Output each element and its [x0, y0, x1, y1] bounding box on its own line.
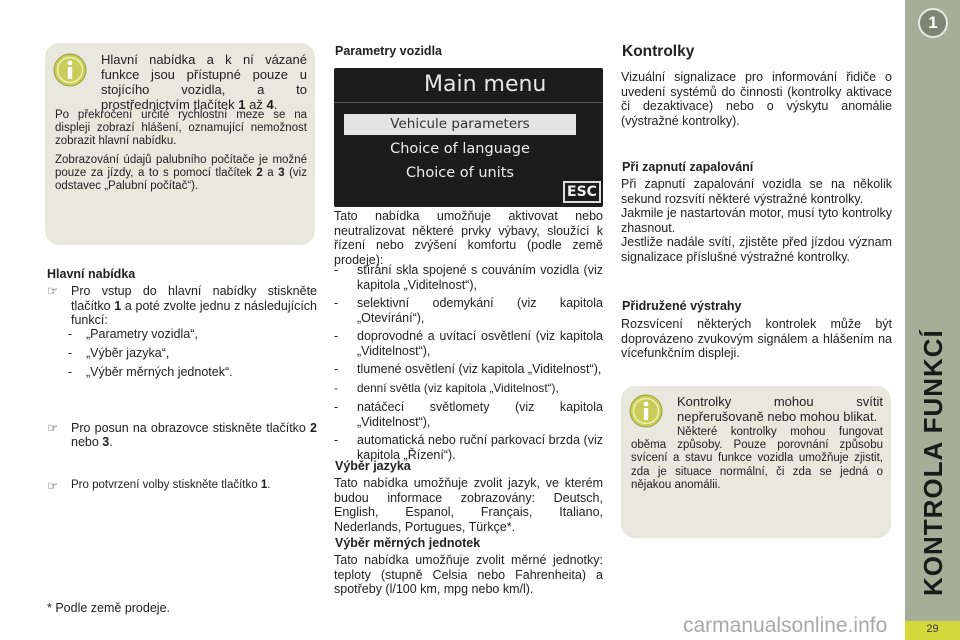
- info-icon: [629, 394, 663, 428]
- chapter-number-badge: 1: [918, 8, 948, 38]
- info-box-kontrolky: [621, 386, 891, 538]
- esc-label: ESC: [563, 181, 601, 203]
- sub-item: - „Výběr jazyka“,: [68, 346, 170, 360]
- sub-item: - „Parametry vozidla“,: [68, 327, 198, 341]
- main-menu-screen: [334, 68, 603, 207]
- main-menu-bullet-2: ☞ Pro posun na obrazovce stiskněte tlačítko 2 nebo 3.: [47, 420, 317, 449]
- ignition-text: Při zapnutí zapalování vozidla se na několik sekund rozsvítí některé výstražné kontrolky. Jakmile je nastartován motor, musí tyto kontrolky zhasnout. Jestliže nadále svítí, zjistěte před jízdou význam signalizace příslušné výstražné kontrolky.: [621, 177, 892, 264]
- main-menu-bullet-1: ☞ Pro vstup do hlavní nabídky stiskněte tlačítko 1 a poté zvolte jednu z následujících funkcí:: [47, 284, 317, 327]
- kontrolky-intro: Vizuální signalizace pro informování řidiče o uvedení systémů do činnosti (kontrolky aktivace či dezaktivace) nebo o výskytu anomálie (výstražné kontrolky).: [621, 70, 892, 128]
- main-menu-bullet-3: ☞ Pro potvrzení volby stiskněte tlačítko 1.: [47, 478, 271, 493]
- info-box-main-menu: [45, 43, 315, 245]
- hand-pointer-icon: ☞: [47, 284, 59, 298]
- info-paragraph-1: Kontrolky mohou svítit nepřerušovaně nebo mohou blikat.: [677, 394, 883, 425]
- list-item: - denní světla (viz kapitola „Viditelnost“),: [334, 380, 559, 395]
- associated-text: Rozsvícení některých kontrolek může být doprovázeno zvukovým signálem a hlášením na vícefunkčním displeji.: [621, 317, 892, 360]
- main-menu-sub-list: [68, 327, 318, 384]
- vehicle-params-list: [334, 263, 603, 462]
- hand-pointer-icon: ☞: [47, 420, 59, 435]
- info-icon: [53, 53, 87, 87]
- list-item: - stírání skla spojené s couváním vozidla (viz kapitola „Viditelnost“),: [334, 263, 603, 292]
- vehicle-params-intro: Tato nabídka umožňuje aktivovat nebo neutralizovat některé prvky výbavy, sloužící k řízení nebo zvýšení komfortu (podle země prodeje):: [334, 209, 603, 267]
- info-paragraph-3: Zobrazování údajů palubního počítače je možné pouze za jízdy, a to s pomocí tlačítek 2 a 3 (viz odstavec „Palubní počítač“).: [55, 154, 307, 193]
- vehicle-params-heading: Parametry vozidla: [335, 44, 442, 58]
- chapter-title: KONTROLA FUNKCÍ: [918, 329, 948, 596]
- list-item: - tlumené osvětlení (viz kapitola „Viditelnost“),: [334, 362, 602, 376]
- units-text: Tato nabídka umožňuje zvolit měrné jednotky: teploty (stupně Celsia nebo Fahrenheita) a spotřeby (l/100 km, mpg nebo km/l).: [334, 553, 603, 596]
- kontrolky-title: Kontrolky: [622, 43, 695, 60]
- language-text: Tato nabídka umožňuje zvolit jazyk, ve kterém budou informace zobrazovány: Deutsch, English, Espanol, Français, Italiano, Nederlands, Portugues, Türkçe*.: [334, 476, 603, 534]
- list-item: - selektivní odemykání (viz kapitola „Otevírání“),: [334, 296, 603, 325]
- screen-menu-item-selected: Vehicule parameters: [344, 114, 576, 135]
- list-item: - automatická nebo ruční parkovací brzda (viz kapitola „Řízení“).: [334, 433, 603, 462]
- watermark-text: carmanualsonline.info: [683, 614, 888, 637]
- list-item: - doprovodné a uvítací osvětlení (viz kapitola „Viditelnost“),: [334, 329, 603, 358]
- units-heading: Výběr měrných jednotek: [335, 536, 481, 550]
- footnote: * Podle země prodeje.: [47, 601, 170, 615]
- info-paragraph-2: Po překročení určité rychlostní meze se na displeji zobrazí hlášení, oznamující nemožnost zobrazit hlavní nabídku.: [55, 109, 307, 148]
- language-heading: Výběr jazyka: [335, 459, 411, 473]
- info-paragraph-2: Některé kontrolky mohou fungovat oběma způsoby. Pouze porovnání způsobu svícení a stavu funkce vozidla umožňuje zjistit, zda je situace normální, či zda se jedná o nějakou anomálii.: [631, 426, 883, 491]
- associated-heading: Přidružené výstrahy: [622, 299, 742, 313]
- sub-item: - „Výběr měrných jednotek“.: [68, 365, 233, 379]
- screen-title: Main menu: [424, 72, 547, 97]
- ignition-heading: Při zapnutí zapalování: [622, 160, 754, 174]
- info-paragraph-1: Hlavní nabídka a k ní vázané funkce jsou přístupné pouze u stojícího vozidla, a to prostřednictvím tlačítek 1 až 4.: [101, 52, 307, 113]
- list-item: - natáčecí světlomety (viz kapitola „Viditelnost“),: [334, 400, 603, 429]
- screen-menu-item: Choice of units: [406, 165, 514, 181]
- screen-divider: [334, 102, 603, 103]
- main-menu-heading: Hlavní nabídka: [47, 267, 136, 281]
- hand-pointer-icon: ☞: [47, 478, 59, 493]
- page-number: 29: [905, 621, 960, 640]
- screen-menu-item: Choice of language: [390, 141, 530, 157]
